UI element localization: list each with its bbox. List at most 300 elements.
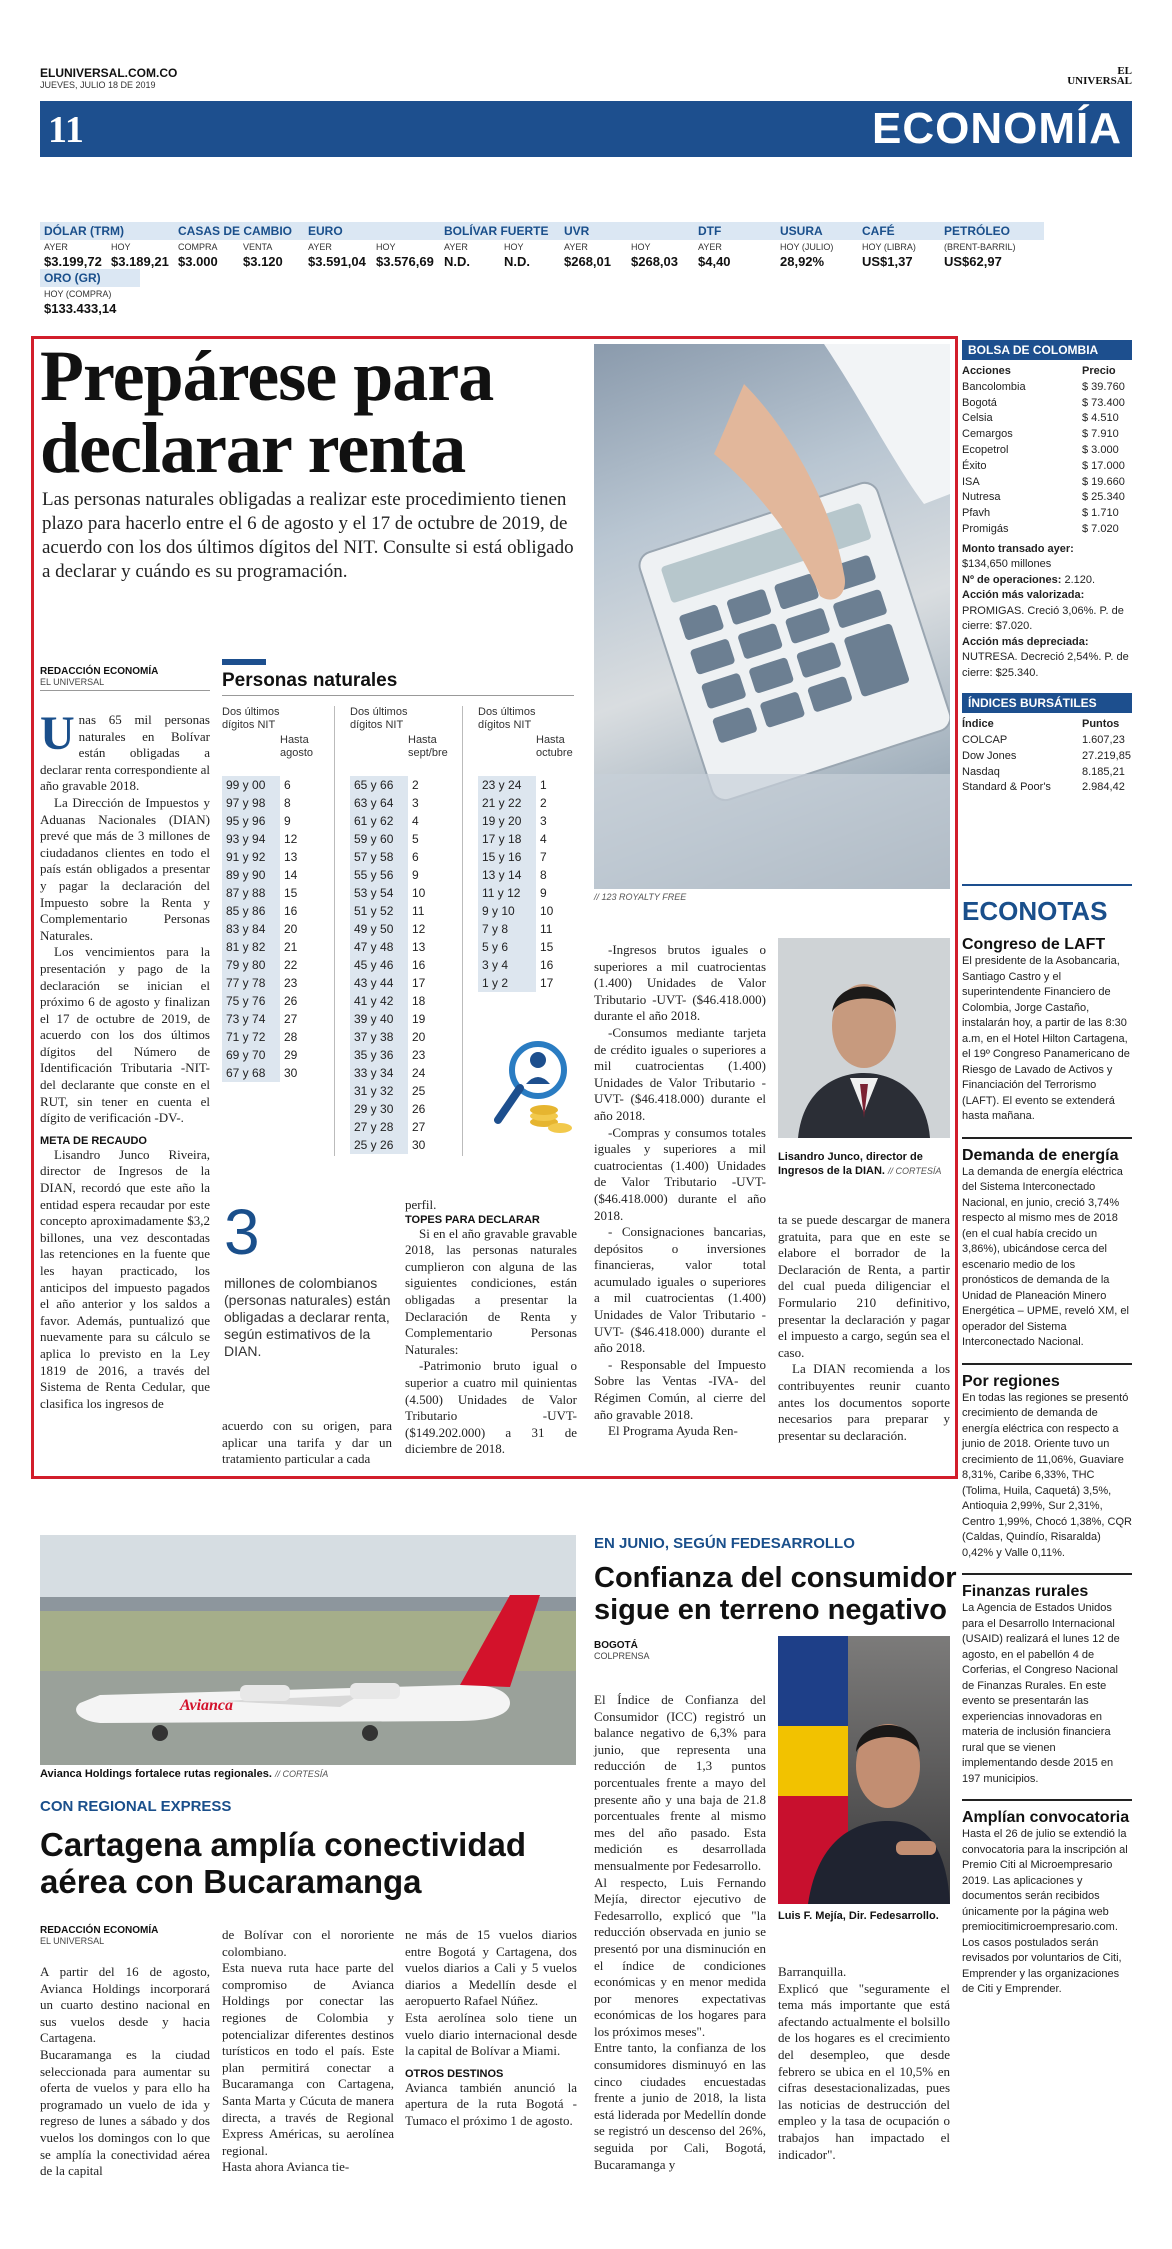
table-cell-nit: 99 y 00 [222, 776, 280, 794]
table-cell-nit: 85 y 86 [222, 902, 280, 920]
table-cell-nit: 9 y 10 [478, 902, 536, 920]
table-cell-nit: 41 y 42 [350, 992, 408, 1010]
avianca-title-line1: Cartagena amplía conectividad [40, 1826, 526, 1863]
table-row [350, 902, 464, 920]
market-value: 28,92% [780, 254, 825, 269]
feature-paragraph-2: La Dirección de Impuestos y Aduanas Nacionales (DIAN) prevé que más de 3 millones de ciudadanos clientes en todo el país están obligados a presentar y pagar la declaración del Impuesto sobre la Renta y Complementario Personas Naturales. [40, 794, 210, 943]
bolsa-stock: ISA [962, 475, 980, 488]
table-cell-nit: 79 y 80 [222, 956, 280, 974]
table-header-nit: Dos últimos dígitos NIT [222, 706, 280, 731]
newspaper-logo [1062, 66, 1132, 86]
market-values [174, 254, 304, 269]
bolsa-summary [962, 542, 1132, 682]
indices-col-puntos: Puntos [1082, 718, 1120, 731]
index-name: Nasdaq [962, 765, 1000, 778]
table-cell-day: 3 [412, 796, 419, 810]
econota-title: Congreso de LAFT [962, 936, 1106, 953]
bolsa-stock: Ecopetrol [962, 443, 1009, 456]
market-name: EURO [304, 222, 440, 240]
econota [962, 1137, 1132, 1351]
table-row [222, 992, 336, 1010]
econota-text: La demanda de energía eléctrica del Sistema Interconectado Nacional, en junio, creció 3,74% respecto al mismo mes de 2018 (en el cual había crecido un 3,86%), ubicándose cerca del escenario medio de los pronósticos de demanda de la Unidad de Planeación Minero Energética – UPME, reveló XM, el operador del Sistema Interconectado Nacional. [962, 1165, 1129, 1348]
confianza-byline [594, 1640, 650, 1661]
table-cell-day: 30 [412, 1138, 426, 1152]
table-cell-nit: 81 y 82 [222, 938, 280, 956]
confianza-byline-place: BOGOTÁ [594, 1640, 638, 1651]
table-cell-nit: 21 y 22 [478, 794, 536, 812]
table-row [350, 1028, 464, 1046]
table-group-septiembre [350, 706, 464, 1154]
table-cell-day: 28 [284, 1030, 298, 1044]
market-label: AYER [444, 242, 468, 252]
table-cell-nit: 19 y 20 [478, 812, 536, 830]
confianza-title-line2: sigue en terreno negativo [594, 1594, 947, 1626]
table-cell-day: 16 [540, 958, 554, 972]
table-row [350, 812, 464, 830]
table-cell-nit: 11 y 12 [478, 884, 536, 902]
market-labels [40, 287, 140, 301]
table-cell-day: 22 [284, 958, 298, 972]
avianca-caption [40, 1768, 328, 1780]
bolsa-col-precio: Precio [1082, 365, 1116, 377]
table-cell-day: 17 [540, 976, 554, 990]
table-cell-day: 16 [412, 958, 426, 972]
table-row [350, 830, 464, 848]
avianca-caption-text: Avianca Holdings fortalece rutas regionales. [40, 1768, 272, 1780]
avianca-byline-source: EL UNIVERSAL [40, 1936, 105, 1946]
market-label: AYER [44, 242, 68, 252]
table-row [350, 1010, 464, 1028]
table-cell-day: 2 [540, 796, 547, 810]
table-cell-nit: 49 y 50 [350, 920, 408, 938]
econotas-rule [962, 884, 1132, 886]
table-row [350, 866, 464, 884]
market-values [940, 254, 1044, 269]
table-cell-day: 27 [412, 1120, 426, 1134]
table-cell-nit: 1 y 2 [478, 974, 536, 992]
table-row [222, 830, 336, 848]
avianca-plane-photo [40, 1535, 576, 1765]
market-label: HOY [631, 242, 651, 252]
table-cell-day: 3 [540, 814, 547, 828]
calculator-illustration [594, 344, 950, 889]
table-cell-nit: 63 y 64 [350, 794, 408, 812]
bolsa-price: $ 3.000 [1082, 443, 1119, 456]
indices-col-indice: Índice [962, 718, 994, 731]
econota-rule [962, 1137, 1132, 1139]
table-row [222, 848, 336, 866]
table-cell-day: 18 [412, 994, 426, 1008]
table-cell-nit: 31 y 32 [350, 1082, 408, 1100]
econota-rule [962, 1573, 1132, 1575]
byline-author: REDACCIÓN ECONOMÍA [40, 666, 159, 677]
ops-label: Nº de operaciones: [962, 573, 1062, 586]
feature-paragraph-4: Lisandro Junco Riveira, director de Ingresos de la DIAN, recordó que este año la entidad espera recaudar por este concepto aproximadamente $3,2 billones, una vez descontadas las retenciones en la fuente que les hayan practicado, los anticipos del impuesto pagados el año anterior y los saldos a favor. Además, puntualizó que nuevamente para su cálculo se aplica lo previsto en la Ley 1819 de 2016, a través del Sistema de Renta Cedular, que clasifica los ingresos de [40, 1146, 210, 1411]
table-cell-day: 21 [284, 940, 298, 954]
indices-row [962, 765, 1132, 781]
market-label: HOY (COMPRA) [44, 289, 112, 299]
table-cell-nit: 95 y 96 [222, 812, 280, 830]
table-row [350, 920, 464, 938]
table-cell-day: 13 [412, 940, 426, 954]
avianca-column-3-text: ne más de 15 vuelos diarios entre Bogotá y Cartagena, dos vuelos diarios a Cali y 5 vuelos diarios a Medellín desde el aeropuerto Rafael Núñez. Esta aerolínea solo tiene un vuelo diario internacional desde la capital de Bolívar a Miami. [405, 1927, 577, 2059]
econota-rule [962, 1799, 1132, 1801]
table-cell-day: 10 [412, 886, 426, 900]
table-cell-day: 4 [540, 832, 547, 846]
table-row [222, 776, 336, 794]
table-cell-nit: 87 y 88 [222, 884, 280, 902]
table-cell-day: 23 [284, 976, 298, 990]
bolsa-price: $ 7.910 [1082, 428, 1119, 441]
bolsa-price: $ 19.660 [1082, 475, 1125, 488]
table-row [478, 920, 592, 938]
table-cell-day: 8 [540, 868, 547, 882]
table-header-nit: Dos últimos dígitos NIT [350, 706, 408, 731]
table-cell-nit: 61 y 62 [350, 812, 408, 830]
table-cell-day: 5 [412, 832, 419, 846]
market-labels [174, 240, 304, 254]
market-value: $3.120 [243, 254, 283, 269]
table-row [222, 1046, 336, 1064]
bolsa-stock: Nutresa [962, 491, 1001, 504]
table-cell-day: 27 [284, 1012, 298, 1026]
table-row [478, 812, 592, 830]
table-row [350, 938, 464, 956]
market-5 [694, 222, 776, 269]
table-cell-nit: 67 y 68 [222, 1064, 280, 1082]
bolsa-stock: Celsia [962, 412, 993, 425]
table-cell-day: 30 [284, 1066, 298, 1080]
bolsa-price: $ 73.400 [1082, 396, 1125, 409]
feature-paragraph-topes: Si en el año gravable gravable 2018, las personas naturales cumplieron con alguna de las siguientes condiciones, están obligadas a presentar la Declaración de Renta y Complementario Personas Naturales: [405, 1225, 577, 1357]
market-values [776, 254, 858, 269]
avianca-title-line2: aérea con Bucaramanga [40, 1863, 422, 1900]
avianca-column-3-otros: Avianca también anunció la apertura de la ruta Bogotá - Tumaco el próximo 1 de agosto. [405, 2079, 577, 2128]
table-cell-day: 9 [284, 814, 291, 828]
table-row [222, 974, 336, 992]
indices-row [962, 780, 1132, 796]
table-row [478, 794, 592, 812]
table-group-header [478, 706, 592, 776]
avianca-byline [40, 1925, 158, 1946]
bolsa-stock: Bancolombia [962, 380, 1026, 393]
bolsa-row [962, 427, 1132, 443]
table-cell-nit: 73 y 74 [222, 1010, 280, 1028]
table-cell-day: 1 [540, 778, 547, 792]
table-row [222, 956, 336, 974]
logo-line2: UNIVERSAL [1067, 75, 1132, 87]
bolsa-price: $ 1.710 [1082, 507, 1119, 520]
market-3 [440, 222, 560, 269]
bolsa-price: $ 17.000 [1082, 459, 1125, 472]
market-value: $3.591,04 [308, 254, 366, 269]
table-cell-nit: 97 y 98 [222, 794, 280, 812]
table-group-header [350, 706, 464, 776]
avianca-title [40, 1826, 580, 1900]
feature-paragraph-recomienda: La DIAN recomienda a los contribuyentes reunir cuanto antes los documentos soporte necesarios para preparar y presentar su declaración. [778, 1361, 950, 1443]
market-value: US$62,97 [944, 254, 1002, 269]
confianza-kicker: EN JUNIO, SEGÚN FEDESARROLLO [594, 1535, 855, 1552]
table-cell-day: 9 [540, 886, 547, 900]
table-row [222, 938, 336, 956]
econota-text: En todas las regiones se presentó crecimiento de demanda de energía eléctrica con respecto a junio de 2018. Oriente tuvo un crecimiento de 11,06%, Guaviare 8,31%, Caribe 6,33%, THC (Tolima, Huila, Caquetá) 3,5%, Antioquia 2,99%, Sur 2,31%, Centro 1,99%, Chocó 1,38%, CQR (Caldas, Quindío, Risaralda) 0,42% y Valle 0,11%. [962, 1391, 1132, 1559]
market-labels [694, 240, 776, 254]
table-cell-nit: 93 y 94 [222, 830, 280, 848]
econota [962, 1799, 1132, 1998]
bolsa-row [962, 522, 1132, 538]
confianza-title-line1: Confianza del consumidor [594, 1562, 957, 1594]
table-group-agosto [222, 706, 336, 1082]
bolsa-price: $ 7.020 [1082, 522, 1119, 535]
table-cell-day: 20 [412, 1030, 426, 1044]
market-name: USURA [776, 222, 858, 240]
table-row [350, 1118, 464, 1136]
feature-photo-credit: // 123 ROYALTY FREE [594, 892, 687, 902]
table-cell-day: 16 [284, 904, 298, 918]
econota-text: Hasta el 26 de julio se extendió la convocatoria para la inscripción al Premio Citi al Microempresario 2019. Las aplicaciones y documentos serán recibidos únicamente por la página web premiocitimicroempresario.com. Los casos postulados serán revisados por voluntarios de Citi, Emprender y las organizaciones de Citi y Emprender. [962, 1828, 1128, 1995]
personas-table-title: Personas naturales [222, 670, 398, 691]
bolsa-list [962, 380, 1132, 538]
avianca-kicker: CON REGIONAL EXPRESS [40, 1798, 232, 1815]
table-cell-nit: 5 y 6 [478, 938, 536, 956]
feature-paragraph-perfil: perfil. [405, 1197, 437, 1212]
table-row [350, 1100, 464, 1118]
big-number: 3 [224, 1196, 260, 1268]
econotas-list [962, 936, 1132, 1998]
table-cell-nit: 89 y 90 [222, 866, 280, 884]
table-column-rule [334, 706, 335, 1156]
table-cell-day: 8 [284, 796, 291, 810]
market-label: AYER [308, 242, 332, 252]
table-row [350, 1064, 464, 1082]
logo-line1: EL [1117, 65, 1132, 77]
sidebar [962, 340, 1132, 796]
tax-search-icon [482, 1030, 574, 1140]
econota-text: El presidente de la Asobancaria, Santiago Castro y el superintendente Financiero de Colombia, Jorge Castaño, instalarán hoy, a partir de las 8:30 a.m, en el Hotel Hilton Cartagena, el 19º Congreso Panamericano de Riesgo de Lavado de Activos y Financiación del Terrorismo (LAFT). El evento se extenderá hasta mañana. [962, 955, 1130, 1122]
subhead-otros-destinos: OTROS DESTINOS [405, 2067, 504, 2080]
bolsa-header: BOLSA DE COLOMBIA [962, 340, 1132, 360]
table-row [350, 848, 464, 866]
market-name: CAFÉ [858, 222, 940, 240]
econota-title: Amplían convocatoria [962, 1809, 1130, 1826]
table-cell-day: 11 [412, 904, 425, 918]
market-value: $268,03 [631, 254, 678, 269]
table-cell-nit: 51 y 52 [350, 902, 408, 920]
table-cell-day: 2 [412, 778, 419, 792]
market-name: DTF [694, 222, 776, 240]
bolsa-stock: Éxito [962, 459, 987, 472]
market-label: HOY [376, 242, 396, 252]
table-cell-day: 4 [412, 814, 419, 828]
market-value: $3.199,72 [44, 254, 102, 269]
market-0 [40, 222, 174, 269]
monto-value: $134,650 millones [962, 558, 1052, 571]
table-cell-nit: 17 y 18 [478, 830, 536, 848]
confianza-column-2: Barranquilla. Explicó que "seguramente el tema más importante que está afectando actualmente el bolsillo de los hogares es el crecimiento del desempleo, que desde febrero se ubica en el 10,5% en cifras desestacionalizadas, pues las noticias de destrucción del empleo y la tasa de ocupación o trabajos han impactado el indicador". [778, 1964, 950, 2162]
market-value: $268,01 [564, 254, 611, 269]
table-header-nit: Dos últimos dígitos NIT [478, 706, 536, 731]
market-4 [560, 222, 694, 269]
bolsa-stock: Promigás [962, 522, 1009, 535]
table-row [222, 920, 336, 938]
table-cell-nit: 53 y 54 [350, 884, 408, 902]
market-name: CASAS DE CAMBIO [174, 222, 304, 240]
confianza-column-1: El Índice de Confianza del Consumidor (ICC) registró un balance negativo de 6,3% para junio, que representa una reducción de 1,3 puntos porcentuales frente a mayo del presente año y una baja de 21.8 porcentuales frente al mismo mes del año pasado. Esta medición es desarrollada mensualmente por Fedesarrollo. Al respecto, Luis Fernando Mejía, director ejecutivo de Fedesarrollo, explicó que "la reducción observada en junio se presentó por una disminución en el índice de condiciones económicas y en menor medida por menores expectativas económicas de los hogares para los próximos meses". Entre tanto, la confianza de los consumidores disminuyó en las cinco ciudades encuestadas frente a junio de 2018, la lista está liderada por Medellín donde se registró un descenso del 26%, seguida por Cali, Bogotá, Bucaramanga y [594, 1692, 766, 2172]
table-row [222, 866, 336, 884]
table-row [350, 884, 464, 902]
table-row [478, 902, 592, 920]
market-labels [940, 240, 1044, 254]
table-cell-day: 13 [284, 850, 298, 864]
table-cell-nit: 57 y 58 [350, 848, 408, 866]
table-cell-day: 23 [412, 1048, 426, 1062]
table-cell-day: 15 [540, 940, 554, 954]
table-cell-nit: 65 y 66 [350, 776, 408, 794]
market-value: $133.433,14 [44, 301, 117, 316]
market-values [440, 254, 560, 269]
indices-list [962, 733, 1132, 796]
table-cell-day: 14 [284, 868, 298, 882]
indices-col-headers [962, 717, 1132, 733]
feature-column-1 [40, 707, 210, 1412]
table-row [478, 956, 592, 974]
market-label: HOY (JULIO) [780, 242, 834, 252]
table-cell-day: 12 [284, 832, 298, 846]
table-cell-nit: 77 y 78 [222, 974, 280, 992]
index-points: 2.984,42 [1082, 781, 1125, 794]
table-cell-nit: 39 y 40 [350, 1010, 408, 1028]
market-label: HOY [504, 242, 524, 252]
confianza-title [594, 1562, 958, 1626]
feature-paragraph-consignaciones: - Consignaciones bancarias, depósitos o inversiones financieras, valor total acumulado iguales o superiores a mil cuatrocientas (1.400) Unidades de Valor Tributario -UVT- ($46.418.000) durante el año 2018. [594, 1224, 766, 1356]
table-cell-nit: 43 y 44 [350, 974, 408, 992]
table-cell-nit: 3 y 4 [478, 956, 536, 974]
table-cell-day: 26 [284, 994, 298, 1008]
table-divider [222, 695, 574, 696]
table-cell-nit: 47 y 48 [350, 938, 408, 956]
market-values [858, 254, 940, 269]
feature-paragraph-consumos: -Consumos mediante tarjeta de crédito iguales o superiores a mil cuatrocientas (1.400) Unidades de Valor Tributario -UVT- ($46.418.000) durante el año 2018. [594, 1024, 766, 1123]
table-cell-day: 25 [412, 1084, 426, 1098]
table-cell-day: 15 [284, 886, 298, 900]
market-value: US$1,37 [862, 254, 913, 269]
market-values [40, 301, 140, 316]
feature-paragraph-patrimonio: -Patrimonio bruto igual o superior a cuatro mil quinientas (4.500) Unidades de Valor Tributario -UVT- ($149.202.000) a 31 de diciembre de 2018. [405, 1358, 577, 1457]
market-label: (BRENT-BARRIL) [944, 242, 1016, 252]
index-points: 8.185,21 [1082, 765, 1125, 778]
issue-date: JUEVES, JULIO 18 DE 2019 [40, 80, 156, 90]
table-cell-nit: 55 y 56 [350, 866, 408, 884]
table-cell-day: 26 [412, 1102, 426, 1116]
table-cell-nit: 27 y 28 [350, 1118, 408, 1136]
drop-cap: U [40, 707, 75, 760]
index-name: COLCAP [962, 734, 1008, 747]
table-cell-nit: 29 y 30 [350, 1100, 408, 1118]
table-column-rule [462, 706, 463, 1156]
table-header-date: Hasta agosto [280, 734, 314, 759]
table-cell-nit: 15 y 16 [478, 848, 536, 866]
econota-title: Finanzas rurales [962, 1583, 1089, 1600]
table-cell-nit: 25 y 26 [350, 1136, 408, 1154]
bolsa-stock: Bogotá [962, 396, 997, 409]
bolsa-stock: Cemargos [962, 428, 1013, 441]
table-cell-nit: 45 y 46 [350, 956, 408, 974]
market-name: UVR [560, 222, 694, 240]
feature-byline [40, 666, 158, 687]
market-9 [40, 269, 140, 316]
market-value: $3.576,69 [376, 254, 434, 269]
feature-paragraph-1: nas 65 mil personas naturales en Bolívar están obligadas a declarar renta correspondiente al año gravable 2018. [40, 712, 210, 794]
market-label: AYER [564, 242, 588, 252]
table-cell-nit: 7 y 8 [478, 920, 536, 938]
table-row [350, 1046, 464, 1064]
calculator-photo [594, 344, 950, 889]
table-row [478, 830, 592, 848]
bolsa-row [962, 506, 1132, 522]
indices-row [962, 749, 1132, 765]
table-row [478, 776, 592, 794]
market-labels [560, 240, 694, 254]
market-value: N.D. [504, 254, 530, 269]
table-cell-day: 6 [412, 850, 419, 864]
feature-title [40, 336, 494, 488]
section-title: ECONOMÍA [872, 104, 1122, 153]
table-cell-nit: 91 y 92 [222, 848, 280, 866]
indices-row [962, 733, 1132, 749]
feature-column-5 [778, 1212, 950, 1444]
market-6 [776, 222, 858, 269]
table-cell-nit: 23 y 24 [478, 776, 536, 794]
market-values [694, 254, 776, 269]
junco-photo [778, 938, 950, 1138]
table-row [222, 794, 336, 812]
bolsa-row [962, 443, 1132, 459]
feature-paragraph-iva: - Responsable del Impuesto Sobre las Ventas -IVA- del Régimen Común, al cierre del año gravable 2018. [594, 1356, 766, 1422]
junco-caption [778, 1150, 950, 1178]
market-label: HOY [111, 242, 131, 252]
econota [962, 936, 1132, 1125]
table-cell-day: 19 [412, 1012, 426, 1026]
market-value: $3.000 [178, 254, 218, 269]
market-8 [940, 222, 1044, 269]
bolsa-col-headers [962, 364, 1132, 380]
table-header-date: Hasta sept/bre [408, 734, 448, 759]
table-row [350, 956, 464, 974]
table-row [350, 974, 464, 992]
market-value: $3.189,21 [111, 254, 169, 269]
table-cell-day: 6 [284, 778, 291, 792]
feature-paragraph-borrador: ta se puede descargar de manera gratuita, para que en este se elabore el borrador de la Declaración de Renta, a partir del cual pueda diligenciar el Formulario 210 definitivo, presentar la declaración y pagar el impuesto a cargo, según sea el caso. [778, 1212, 950, 1360]
table-cell-nit: 69 y 70 [222, 1046, 280, 1064]
table-row [222, 812, 336, 830]
subhead-meta-recaudo: META DE RECAUDO [40, 1134, 147, 1147]
table-cell-nit: 75 y 76 [222, 992, 280, 1010]
table-cell-day: 24 [412, 1066, 426, 1080]
econota-title: Por regiones [962, 1372, 1060, 1390]
avianca-credit: // CORTESÍA [274, 1769, 329, 1779]
table-row [478, 848, 592, 866]
table-cell-day: 10 [540, 904, 554, 918]
confianza-byline-source: COLPRENSA [594, 1651, 650, 1661]
page-number: 11 [48, 109, 84, 151]
market-label: AYER [698, 242, 722, 252]
table-group-header [222, 706, 336, 776]
table-row [222, 884, 336, 902]
valorizada-value: PROMIGAS. Creció 3,06%. P. de cierre: $7.020. [962, 604, 1124, 633]
subhead-topes: TOPES PARA DECLARAR [405, 1213, 540, 1226]
table-row [350, 776, 464, 794]
table-row [478, 938, 592, 956]
